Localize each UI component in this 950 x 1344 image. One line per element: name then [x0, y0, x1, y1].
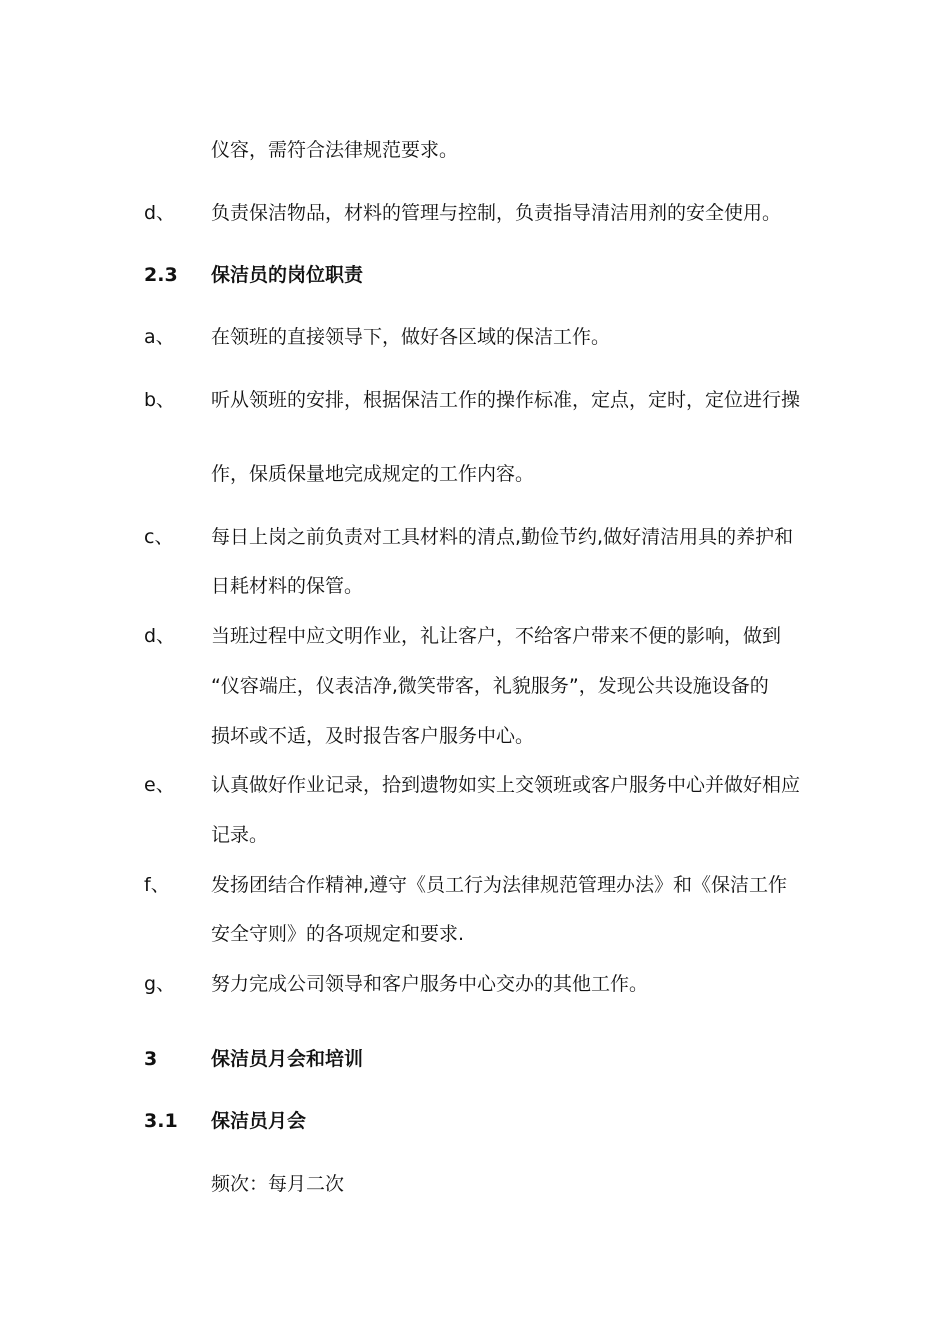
- list-item-text: 努力完成公司领导和客户服务中心交办的其他工作。: [211, 973, 649, 995]
- section-heading: 保洁员月会和培训: [211, 1048, 364, 1070]
- list-item-text: 发扬团结合作精神,遵守《员工行为法律规范管理办法》和《保洁工作: [211, 874, 788, 896]
- list-item-continuation: 记录。: [211, 824, 269, 846]
- list-marker: g、: [144, 973, 176, 995]
- section-number: 2.3: [144, 264, 178, 286]
- list-marker: a、: [144, 326, 175, 348]
- list-item-continuation: 日耗材料的保管。: [211, 575, 364, 597]
- subsection-heading: 保洁员月会: [211, 1110, 307, 1132]
- list-marker: b、: [144, 389, 176, 411]
- section-number: 3: [144, 1048, 158, 1070]
- list-marker: c、: [144, 526, 174, 548]
- subsection-number: 3.1: [144, 1110, 178, 1132]
- list-marker: d、: [144, 202, 176, 224]
- list-item-continuation: 作，保质保量地完成规定的工作内容。: [211, 463, 535, 485]
- list-item-continuation: 安全守则》的各项规定和要求.: [211, 923, 465, 945]
- list-item-continuation: “仪容端庄，仪表洁净,微笑带客，礼貌服务”，发现公共设施设备的: [211, 675, 769, 697]
- list-item-text: 每日上岗之前负责对工具材料的清点,勤俭节约,做好清洁用具的养护和: [211, 526, 794, 548]
- paragraph-line: 频次：每月二次: [211, 1173, 345, 1195]
- section-heading: 保洁员的岗位职责: [211, 264, 364, 286]
- list-marker: d、: [144, 625, 176, 647]
- list-item-continuation: 损坏或不适，及时报告客户服务中心。: [211, 725, 535, 747]
- list-item-text: 当班过程中应文明作业，礼让客户，不给客户带来不便的影响，做到: [211, 625, 782, 647]
- paragraph-line: 仪容，需符合法律规范要求。: [211, 139, 459, 161]
- list-item-text: 在领班的直接领导下，做好各区域的保洁工作。: [211, 326, 611, 348]
- list-item-text: 认真做好作业记录，拾到遗物如实上交领班或客户服务中心并做好相应: [211, 774, 801, 796]
- list-item-text: 负责保洁物品，材料的管理与控制，负责指导清洁用剂的安全使用。: [211, 202, 782, 224]
- list-item-text: 听从领班的安排，根据保洁工作的操作标准，定点，定时，定位进行操: [211, 389, 801, 411]
- list-marker: f、: [144, 874, 170, 896]
- list-marker: e、: [144, 774, 175, 796]
